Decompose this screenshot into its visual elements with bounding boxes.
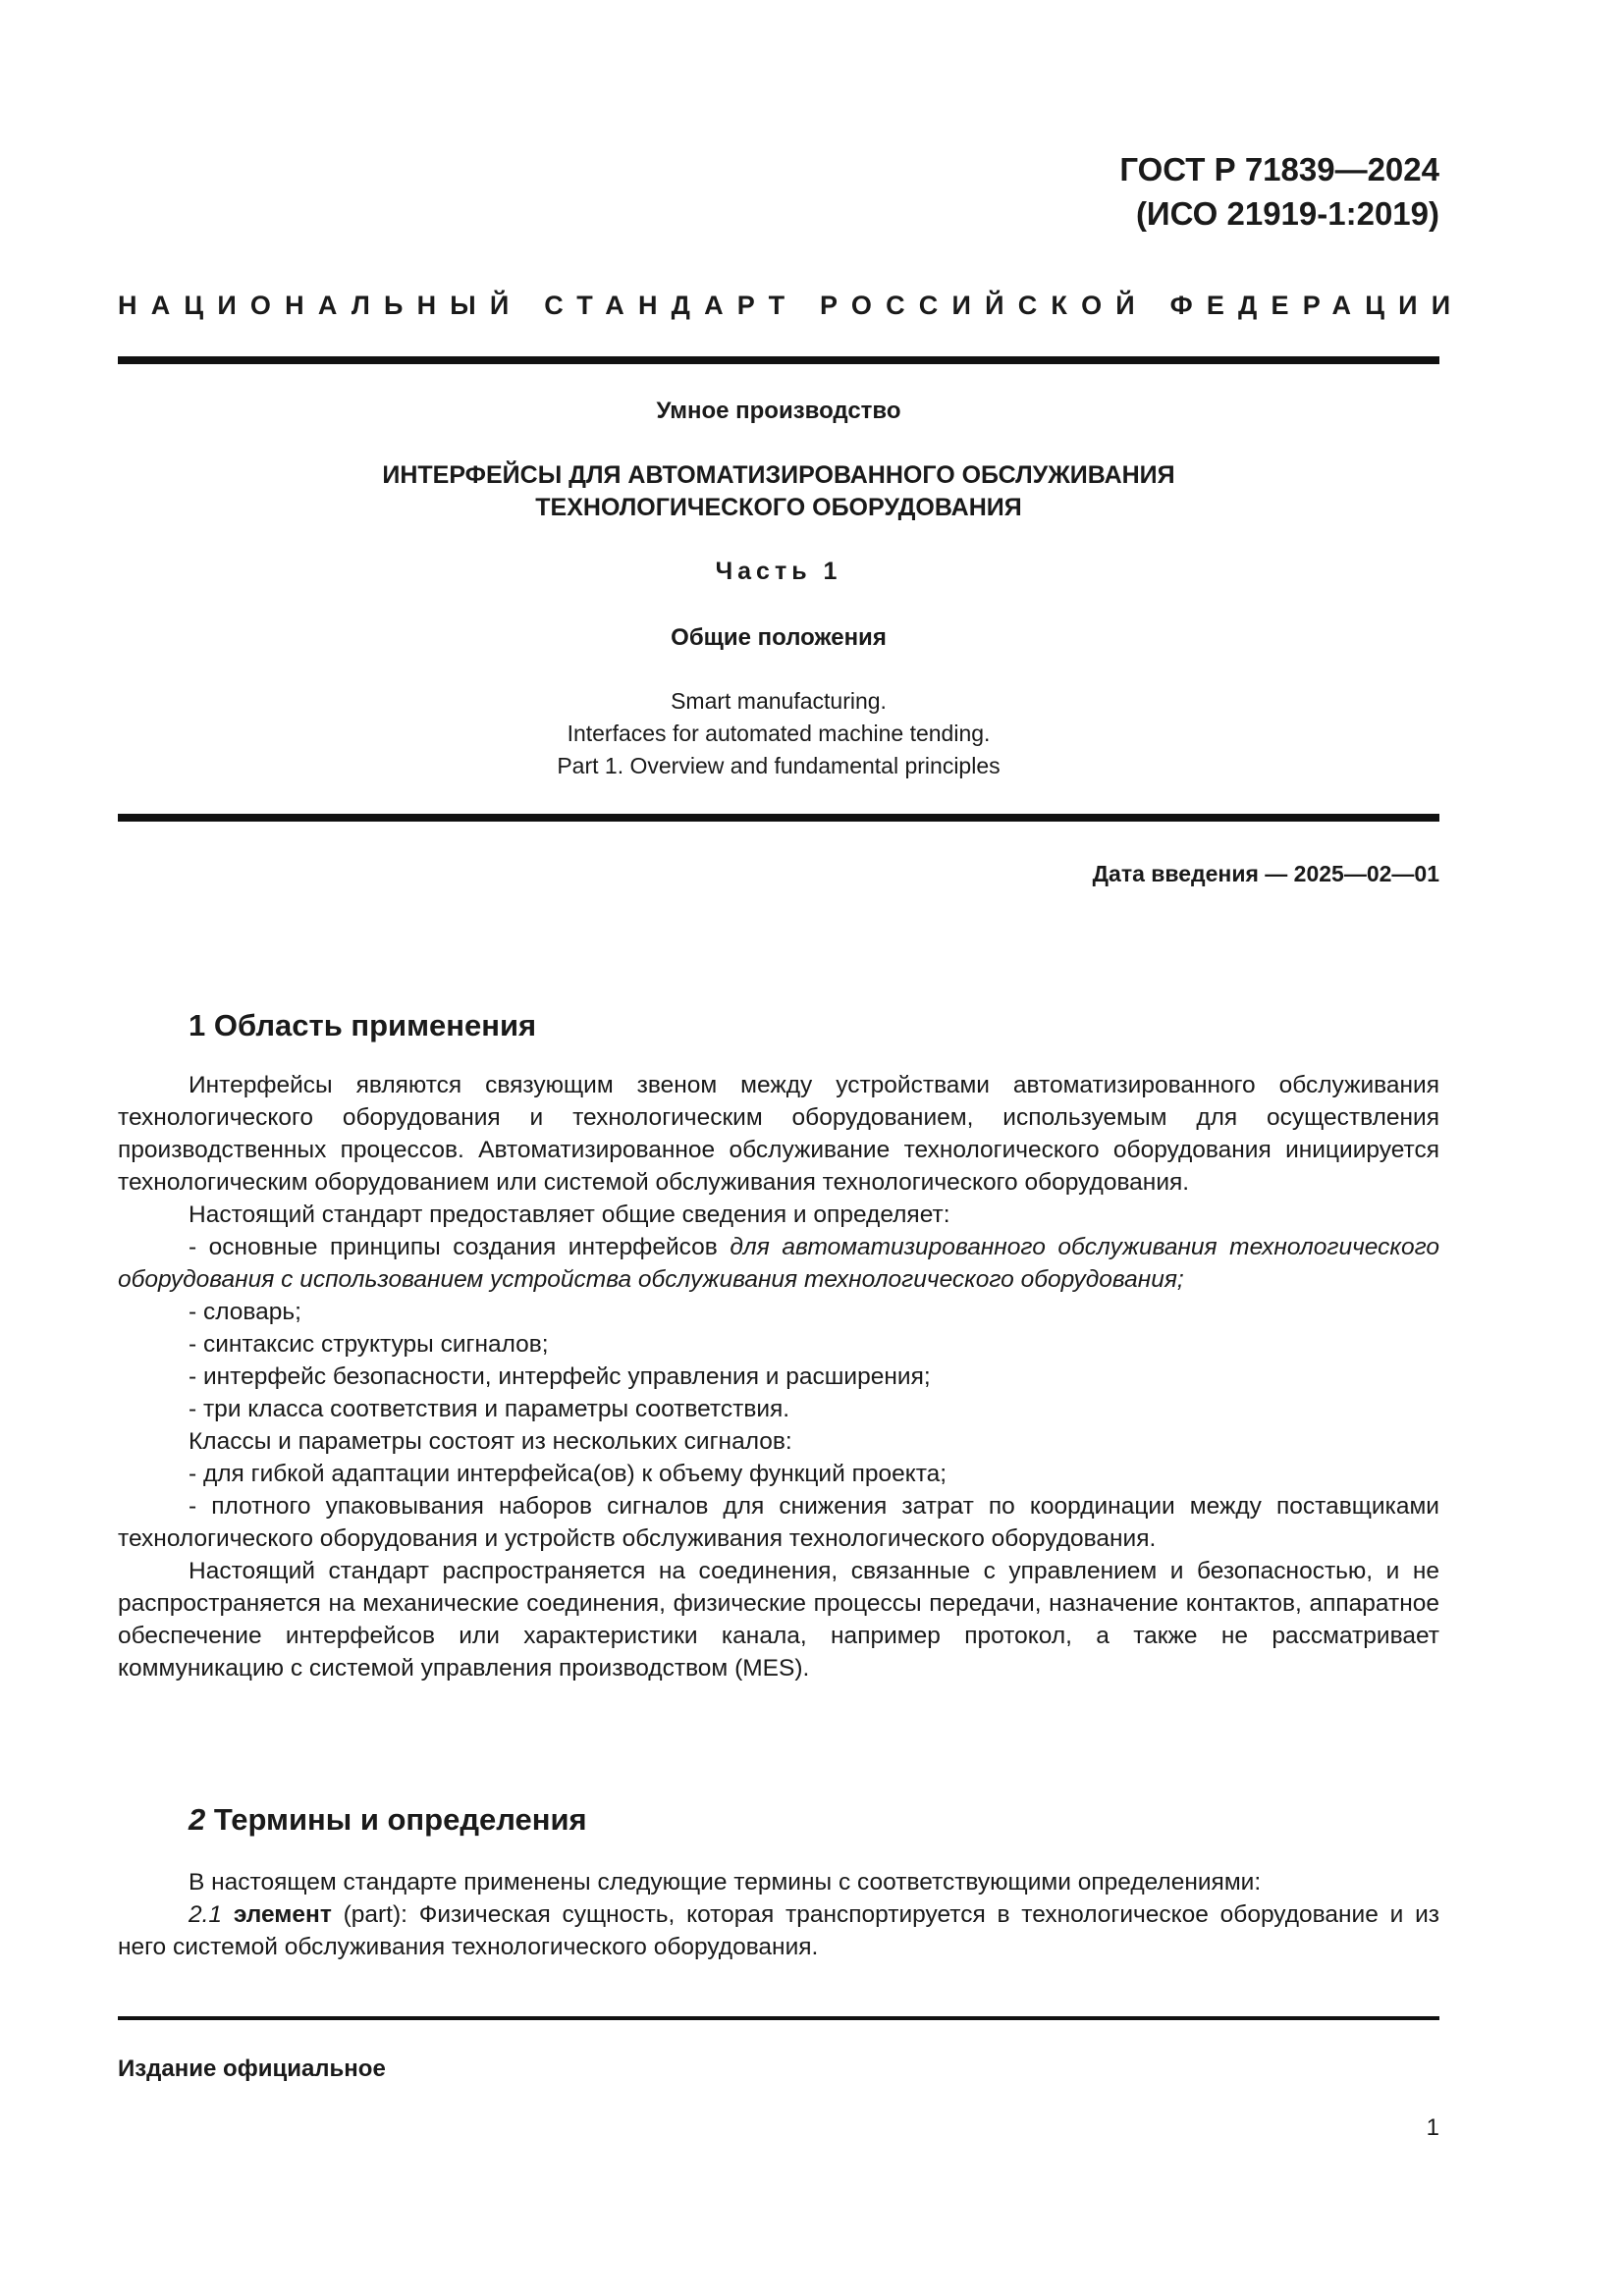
- doc-number: ГОСТ Р 71839—2024: [1119, 151, 1439, 187]
- section-1-body: [118, 1069, 1439, 1684]
- list-item-text: - основные принципы создания интерфейсов: [189, 1234, 731, 1260]
- paragraph: Классы и параметры состоят из нескольких сигналов:: [189, 1428, 792, 1455]
- term-number: 2.1: [189, 1901, 223, 1928]
- list-item: - для гибкой адаптации интерфейса(ов) к объему функций проекта;: [189, 1461, 947, 1487]
- main-title-line1: ИНТЕРФЕЙСЫ ДЛЯ АВТОМАТИЗИРОВАННОГО ОБСЛУЖИВАНИЯ: [382, 461, 1175, 489]
- list-item: - словарь;: [189, 1299, 301, 1325]
- footer-divider: [118, 2016, 1439, 2020]
- list-item: - три класса соответствия и параметры соответствия.: [189, 1396, 790, 1422]
- main-title-line2: ТЕХНОЛОГИЧЕСКОГО ОБОРУДОВАНИЯ: [535, 494, 1022, 521]
- part-title: Часть 1: [715, 558, 842, 585]
- term-definition-text: (part): Физическая сущность, которая транспортируется в технологическое оборудование и из него системой обслуживания технологического оборудования.: [118, 1901, 1439, 1960]
- section-2-title: Термины и определения: [205, 1802, 587, 1837]
- section-2-body: [118, 1866, 1439, 1963]
- document-number-block: [1119, 147, 1439, 236]
- iso-number: (ИСО 21919-1:2019): [1135, 195, 1439, 232]
- paragraph: Настоящий стандарт предоставляет общие сведения и определяет:: [189, 1201, 950, 1228]
- main-title: [118, 459, 1439, 524]
- edition-label: Издание официальное: [118, 2056, 386, 2082]
- list-item: - синтаксис структуры сигналов;: [189, 1331, 549, 1358]
- english-title: [118, 685, 1439, 782]
- paragraph: В настоящем стандарте применены следующие термины с соответствующими определениями:: [189, 1869, 1262, 1896]
- paragraph: Настоящий стандарт распространяется на соединения, связанные с управлением и безопасностью, и не распространяется на механические соединения, физические процессы передачи, назначение контактов, аппаратное обеспечение интерфейсов или характеристики канала, например протокол, а также не рассматривает коммуникацию с системой управления производством (MES).: [118, 1558, 1439, 1682]
- national-standard-title: НАЦИОНАЛЬНЫЙ СТАНДАРТ РОССИЙСКОЙ ФЕДЕРАЦИИ: [118, 291, 1465, 320]
- top-divider: [118, 356, 1439, 364]
- list-item-italic-text: для автоматизированного обслуживания технологического оборудования с использованием устройства обслуживания технологического оборудования;: [118, 1234, 1440, 1293]
- paragraph: Интерфейсы являются связующим звеном между устройствами автоматизированного обслуживания технологического оборудования и технологическим оборудованием, используемым для осуществления производственных процессов. Автоматизированное обслуживание технологического оборудования инициируется технологическим оборудованием или системой обслуживания технологического оборудования.: [118, 1072, 1439, 1196]
- english-title-line2: Interfaces for automated machine tending.: [567, 721, 991, 746]
- section-2-heading: [189, 1802, 587, 1838]
- term-word: элемент: [233, 1901, 332, 1928]
- page-number: 1: [1426, 2114, 1439, 2141]
- term-definition: [118, 1898, 1439, 1963]
- list-item: - плотного упаковывания наборов сигналов для снижения затрат по координации между поставщиками технологического оборудования и устройств обслуживания технологического оборудования.: [118, 1493, 1439, 1552]
- subtitle: Общие положения: [671, 624, 887, 651]
- list-item: - интерфейс безопасности, интерфейс управления и расширения;: [189, 1363, 931, 1390]
- introduction-date: Дата введения — 2025—02—01: [1092, 861, 1439, 886]
- english-title-line3: Part 1. Overview and fundamental principles: [557, 753, 1001, 778]
- category-title: Умное производство: [656, 398, 901, 424]
- list-item: [118, 1231, 1439, 1296]
- section-2-number: 2: [189, 1802, 206, 1837]
- section-1-heading: 1 Область применения: [189, 1008, 537, 1042]
- bottom-title-divider: [118, 814, 1439, 822]
- english-title-line1: Smart manufacturing.: [671, 688, 887, 714]
